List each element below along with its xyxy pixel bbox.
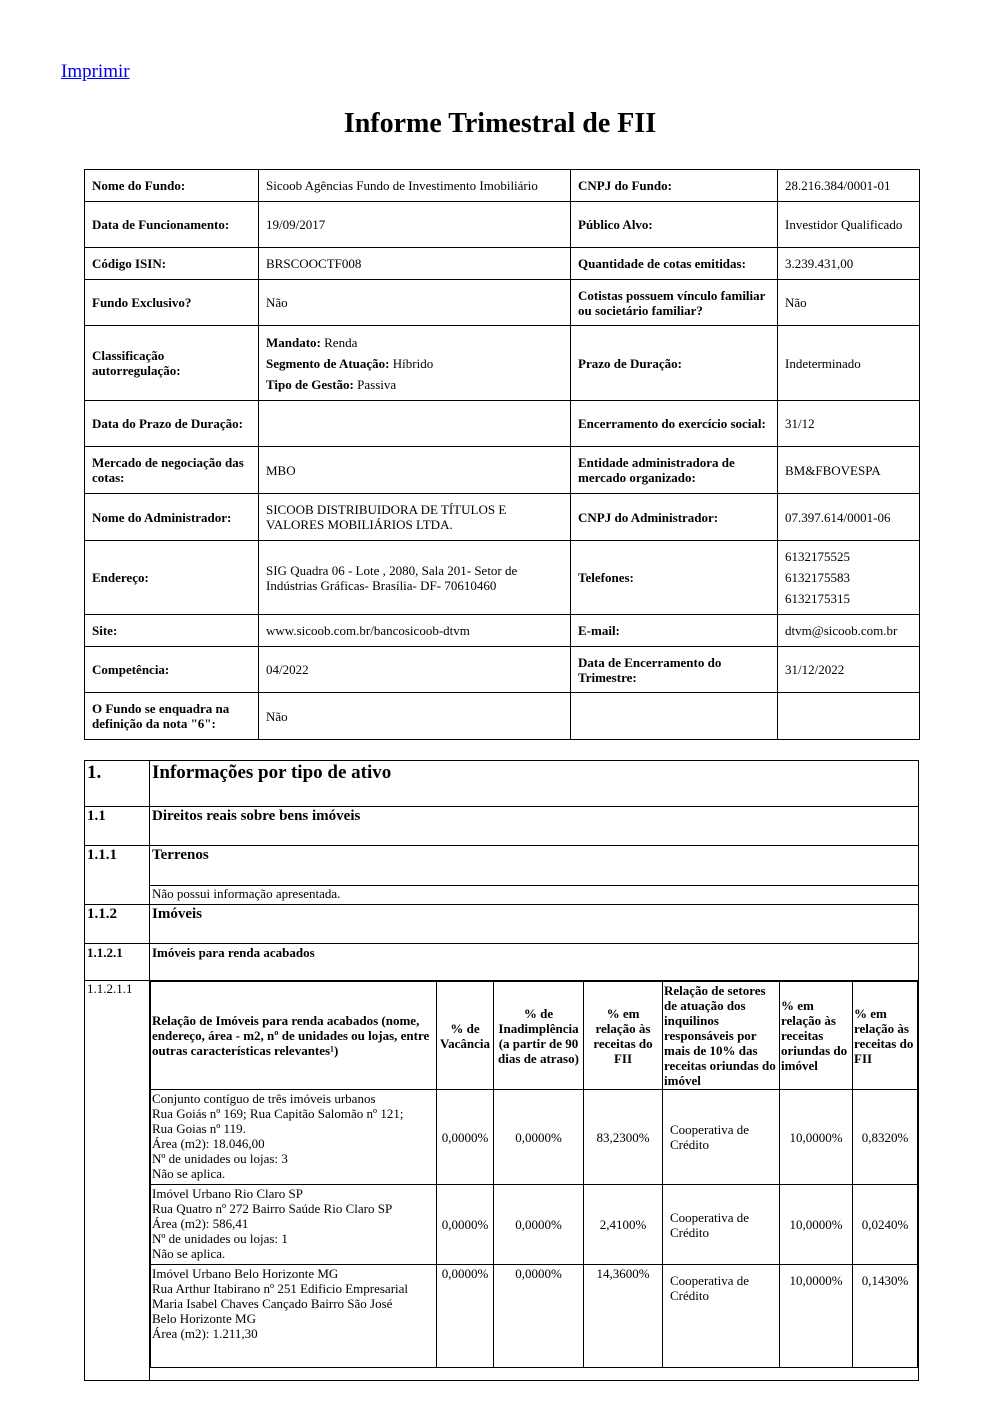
info-row <box>85 248 920 280</box>
info-row <box>85 280 920 326</box>
section-number: 1. <box>85 761 150 807</box>
property-row <box>151 1090 918 1185</box>
field-value: Sicoob Agências Fundo de Investimento Imobiliário <box>259 170 571 202</box>
fund-revenue-share: 0,8320% <box>853 1090 918 1185</box>
info-row <box>85 541 920 615</box>
section-number: 1.1.2.1.1 <box>85 981 150 1381</box>
field-value: 07.397.614/0001-06 <box>778 494 920 541</box>
property-row <box>151 1265 918 1368</box>
field-value: 31/12/2022 <box>778 647 920 693</box>
fund-info-table <box>84 169 920 740</box>
field-value: Não <box>778 280 920 326</box>
info-row <box>85 494 920 541</box>
field-label: Nome do Fundo: <box>85 170 259 202</box>
field-label: CNPJ do Fundo: <box>571 170 778 202</box>
field-value: Não <box>259 280 571 326</box>
default-value: 0,0000% <box>494 1185 584 1265</box>
section-number: 1.1.2 <box>85 905 150 944</box>
info-row <box>85 615 920 647</box>
field-label: Competência: <box>85 647 259 693</box>
info-row <box>85 202 920 248</box>
revenue-share-value: 14,3600% <box>584 1265 663 1368</box>
info-row <box>85 326 920 401</box>
property-revenue-share: 10,0000% <box>780 1265 853 1368</box>
field-value: Indeterminado <box>778 326 920 401</box>
vacancy-value: 0,0000% <box>437 1265 494 1368</box>
property-revenue-share: 10,0000% <box>780 1090 853 1185</box>
field-value: www.sicoob.com.br/bancosicoob-dtvm <box>259 615 571 647</box>
revenue-share-value: 83,2300% <box>584 1090 663 1185</box>
phones-value: 6132175525 6132175583 6132175315 <box>778 541 920 615</box>
section-number: 1.1.2.1 <box>85 944 150 981</box>
field-label: Prazo de Duração: <box>571 326 778 401</box>
print-link[interactable]: Imprimir <box>61 61 130 82</box>
column-header: % em relação às receitas oriundas do imóvel <box>780 982 853 1090</box>
field-label: Data de Encerramento do Trimestre: <box>571 647 778 693</box>
tenant-sector: Cooperativa de Crédito <box>663 1090 780 1185</box>
section-title: Imóveis <box>150 905 919 944</box>
field-label: Nome do Administrador: <box>85 494 259 541</box>
section-title: Direitos reais sobre bens imóveis <box>150 807 919 846</box>
vacancy-value: 0,0000% <box>437 1090 494 1185</box>
property-row <box>151 1185 918 1265</box>
field-label: Encerramento do exercício social: <box>571 401 778 447</box>
field-label: Público Alvo: <box>571 202 778 248</box>
info-row <box>85 401 920 447</box>
column-header: % de Inadimplência (a partir de 90 dias de atraso) <box>494 982 584 1090</box>
field-label: Mercado de negociação das cotas: <box>85 447 259 494</box>
field-value: Não <box>259 693 571 740</box>
property-revenue-share: 10,0000% <box>780 1185 853 1265</box>
properties-table <box>150 981 918 1368</box>
field-label: Data de Funcionamento: <box>85 202 259 248</box>
field-label: Cotistas possuem vínculo familiar ou societário familiar? <box>571 280 778 326</box>
fund-revenue-share: 0,0240% <box>853 1185 918 1265</box>
field-value: MBO <box>259 447 571 494</box>
field-value <box>259 401 571 447</box>
field-value <box>778 693 920 740</box>
field-label: O Fundo se enquadra na definição da nota "6": <box>85 693 259 740</box>
property-description: Imóvel Urbano Rio Claro SP Rua Quatro nº 272 Bairro Saúde Rio Claro SP Área (m2): 586,41 Nº de unidades ou lojas: 1 Não se aplica. <box>151 1185 437 1265</box>
field-label: Fundo Exclusivo? <box>85 280 259 326</box>
field-label: Telefones: <box>571 541 778 615</box>
column-header: Relação de setores de atuação dos inquilinos responsáveis por mais de 10% das receitas oriundas do imóvel <box>663 982 780 1090</box>
field-value: 04/2022 <box>259 647 571 693</box>
field-value: 31/12 <box>778 401 920 447</box>
field-value: SIG Quadra 06 - Lote , 2080, Sala 201- Setor de Indústrias Gráficas- Brasília- DF- 70610460 <box>259 541 571 615</box>
field-value: dtvm@sicoob.com.br <box>778 615 920 647</box>
asset-info-table <box>84 760 919 1381</box>
section-number: 1.1 <box>85 807 150 846</box>
field-label <box>571 693 778 740</box>
field-value: BRSCOOCTF008 <box>259 248 571 280</box>
info-row <box>85 647 920 693</box>
field-value: 3.239.431,00 <box>778 248 920 280</box>
field-label: Entidade administradora de mercado organizado: <box>571 447 778 494</box>
tenant-sector: Cooperativa de Crédito <box>663 1185 780 1265</box>
field-value: 19/09/2017 <box>259 202 571 248</box>
section-number: 1.1.1 <box>85 846 150 905</box>
field-label: Data do Prazo de Duração: <box>85 401 259 447</box>
field-value: Investidor Qualificado <box>778 202 920 248</box>
column-header: % em relação às receitas do FII <box>584 982 663 1090</box>
no-info-note: Não possui informação apresentada. <box>150 886 919 905</box>
fund-revenue-share: 0,1430% <box>853 1265 918 1368</box>
tenant-sector: Cooperativa de Crédito <box>663 1265 780 1368</box>
section-title: Informações por tipo de ativo <box>150 761 919 807</box>
info-row <box>85 693 920 740</box>
field-label: Código ISIN: <box>85 248 259 280</box>
info-row <box>85 447 920 494</box>
field-value: SICOOB DISTRIBUIDORA DE TÍTULOS E VALORES MOBILIÁRIOS LTDA. <box>259 494 571 541</box>
field-label: Quantidade de cotas emitidas: <box>571 248 778 280</box>
column-header: % em relação às receitas do FII <box>853 982 918 1090</box>
column-header: % de Vacância <box>437 982 494 1090</box>
section-title: Imóveis para renda acabados <box>150 944 919 981</box>
field-value: 28.216.384/0001-01 <box>778 170 920 202</box>
default-value: 0,0000% <box>494 1265 584 1368</box>
section-title: Terrenos <box>150 846 919 886</box>
field-label: CNPJ do Administrador: <box>571 494 778 541</box>
page-title: Informe Trimestral de FII <box>343 108 657 139</box>
default-value: 0,0000% <box>494 1090 584 1185</box>
field-label: Endereço: <box>85 541 259 615</box>
property-description: Conjunto contíguo de três imóveis urbanos Rua Goiás nº 169; Rua Capitão Salomão nº 121; Rua Goias nº 119. Área (m2): 18.046,00 Nº de unidades ou lojas: 3 Não se aplica. <box>151 1090 437 1185</box>
info-row <box>85 170 920 202</box>
property-description: Imóvel Urbano Belo Horizonte MG Rua Arthur Itabirano nº 251 Edificio Empresarial Maria Isabel Chaves Cançado Bairro São José Belo Horizonte MG Área (m2): 1.211,30 <box>151 1265 437 1368</box>
vacancy-value: 0,0000% <box>437 1185 494 1265</box>
field-label: Site: <box>85 615 259 647</box>
revenue-share-value: 2,4100% <box>584 1185 663 1265</box>
field-label: E-mail: <box>571 615 778 647</box>
classification-value: Mandato: Renda Segmento de Atuação: Híbrido Tipo de Gestão: Passiva <box>259 326 571 401</box>
column-header: Relação de Imóveis para renda acabados (nome, endereço, área - m2, nº de unidades ou lojas, entre outras características relevantes¹) <box>151 982 437 1090</box>
field-label: Classificação autorregulação: <box>85 326 259 401</box>
field-value: BM&FBOVESPA <box>778 447 920 494</box>
